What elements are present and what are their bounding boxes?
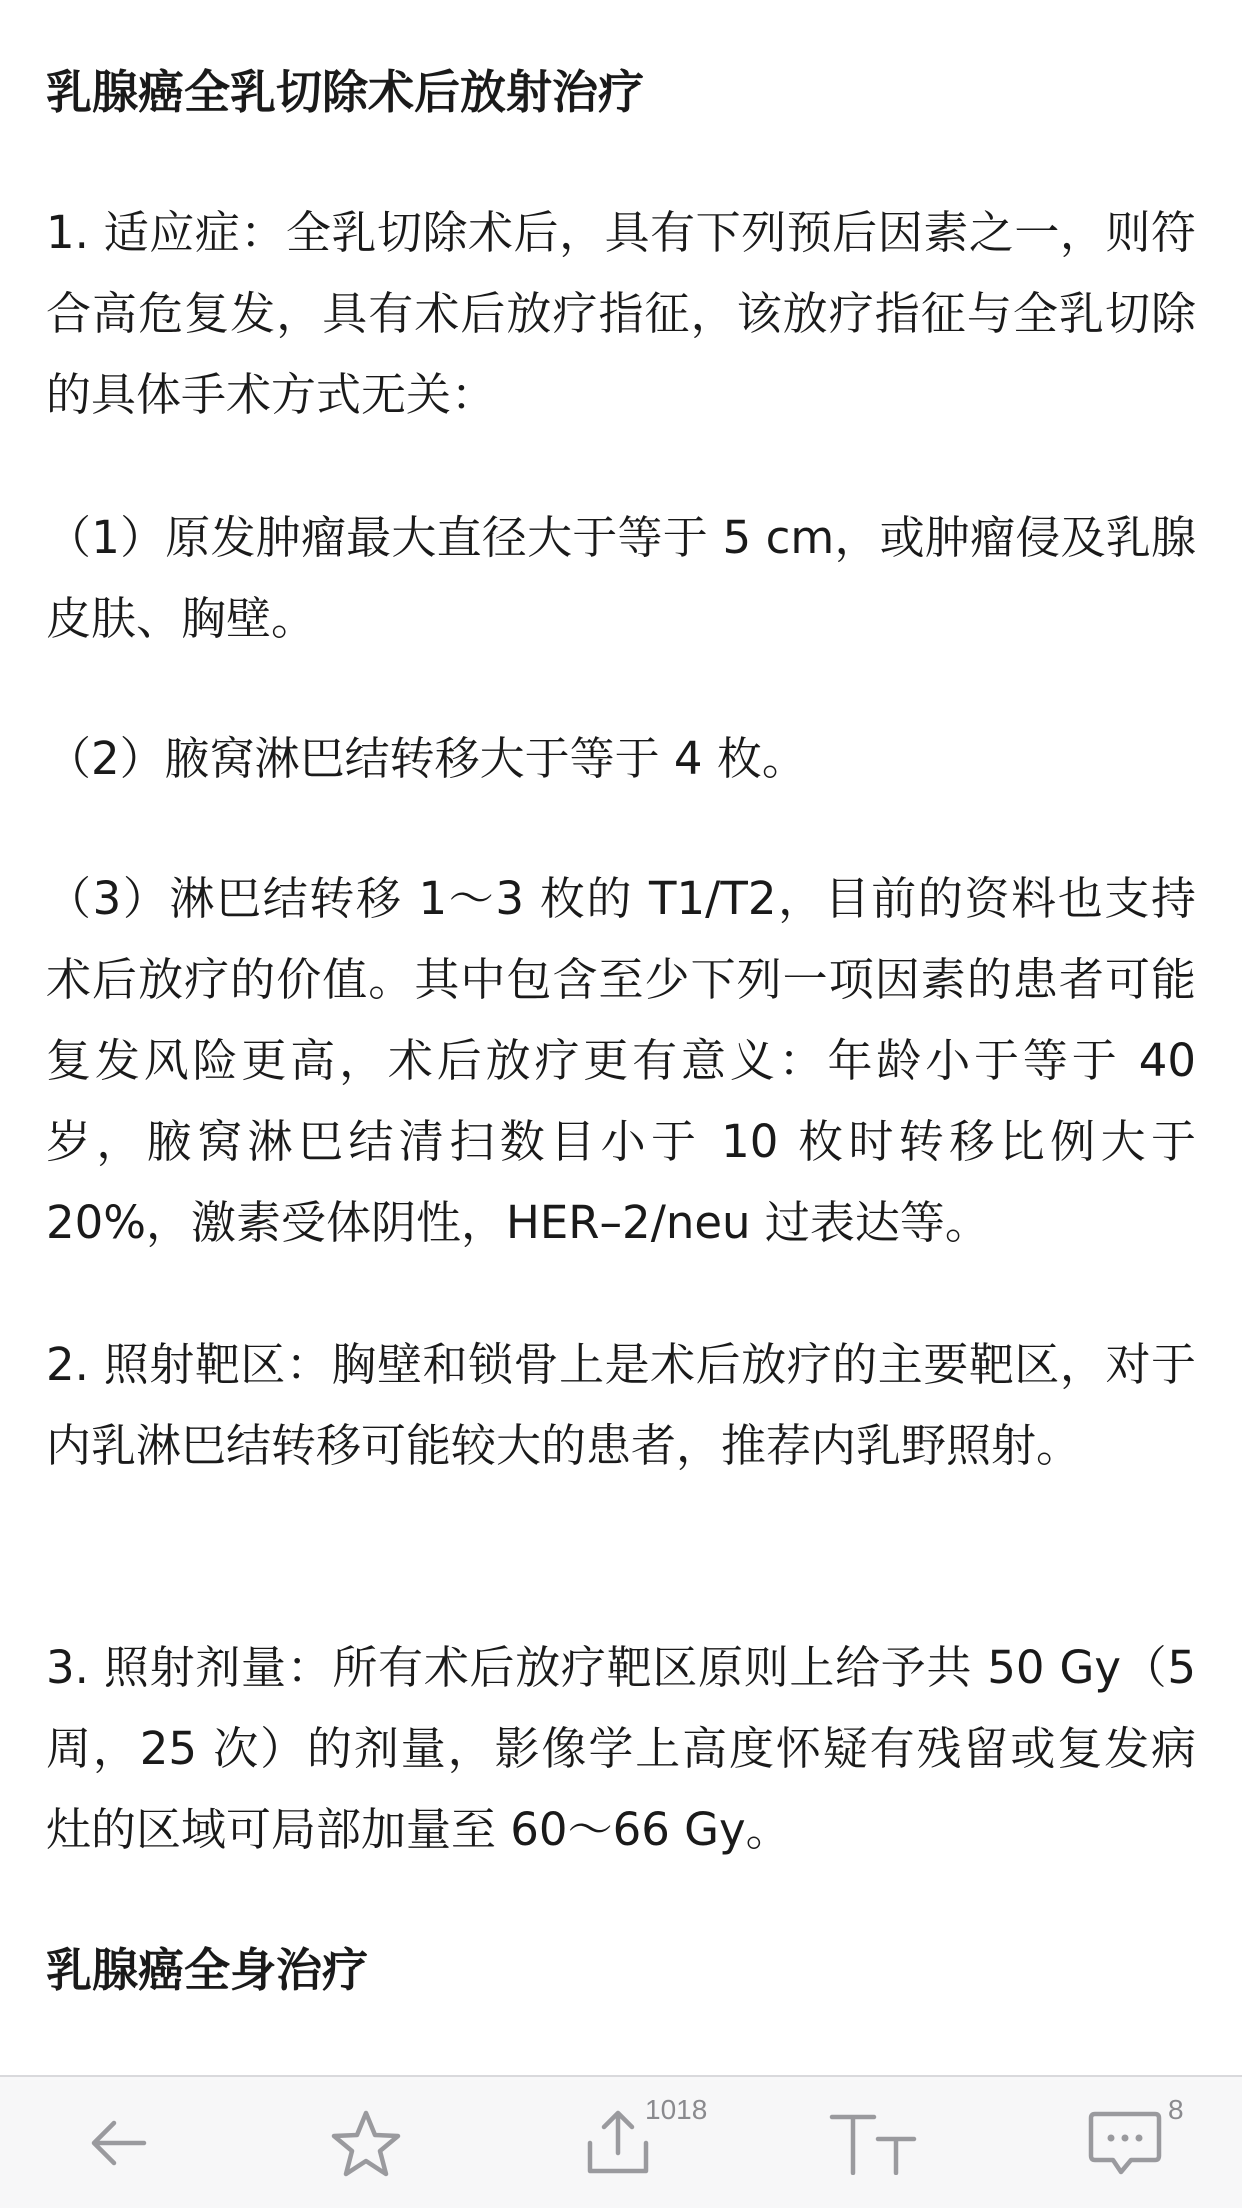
- comment-count: 8: [1168, 2094, 1184, 2125]
- share-count: 1018: [645, 2094, 708, 2125]
- back-arrow-icon: [86, 2115, 150, 2171]
- favorite-button[interactable]: [296, 2077, 436, 2208]
- star-icon: [330, 2109, 402, 2177]
- paragraph-indications: 1. 适应症：全乳切除术后，具有下列预后因素之一，则符合高危复发，具有术后放疗指征，该放疗指征与全乳切除的具体手术方式无关：: [46, 206, 1196, 421]
- font-size-button[interactable]: [803, 2077, 943, 2208]
- font-size-icon: [828, 2111, 918, 2175]
- paragraph-target-area: 2. 照射靶区：胸壁和锁骨上是术后放疗的主要靶区，对于内乳淋巴结转移可能较大的患者，推荐内乳野照射。: [46, 1338, 1196, 1472]
- section-title: 乳腺癌全乳切除术后放射治疗: [46, 65, 644, 119]
- paragraph-item-1: （1）原发肿瘤最大直径大于等于 5 cm，或肿瘤侵及乳腺皮肤、胸壁。: [46, 511, 1196, 645]
- paragraph-item-2: （2）腋窝淋巴结转移大于等于 4 枚。: [46, 732, 807, 785]
- paragraph-dose: 3. 照射剂量：所有术后放疗靶区原则上给予共 50 Gy（5 周，25 次）的剂量，影像学上高度怀疑有残留或复发病灶的区域可局部加量至 60～66 Gy。: [46, 1641, 1196, 1856]
- section-title: 乳腺癌全身治疗: [46, 1943, 368, 1997]
- bottom-toolbar: [0, 2075, 1242, 2208]
- back-button[interactable]: [48, 2077, 188, 2208]
- paragraph-item-3: （3）淋巴结转移 1～3 枚的 T1/T2，目前的资料也支持术后放疗的价值。其中包含至少下列一项因素的患者可能复发风险更高，术后放疗更有意义：年龄小于等于 40 岁，腋窝淋巴结清扫数目小于 10 枚时转移比例大于 20%，激素受体阴性，HER–2/neu 过表达等。: [46, 872, 1196, 1249]
- comment-icon: [1087, 2108, 1163, 2178]
- share-icon: [582, 2107, 654, 2179]
